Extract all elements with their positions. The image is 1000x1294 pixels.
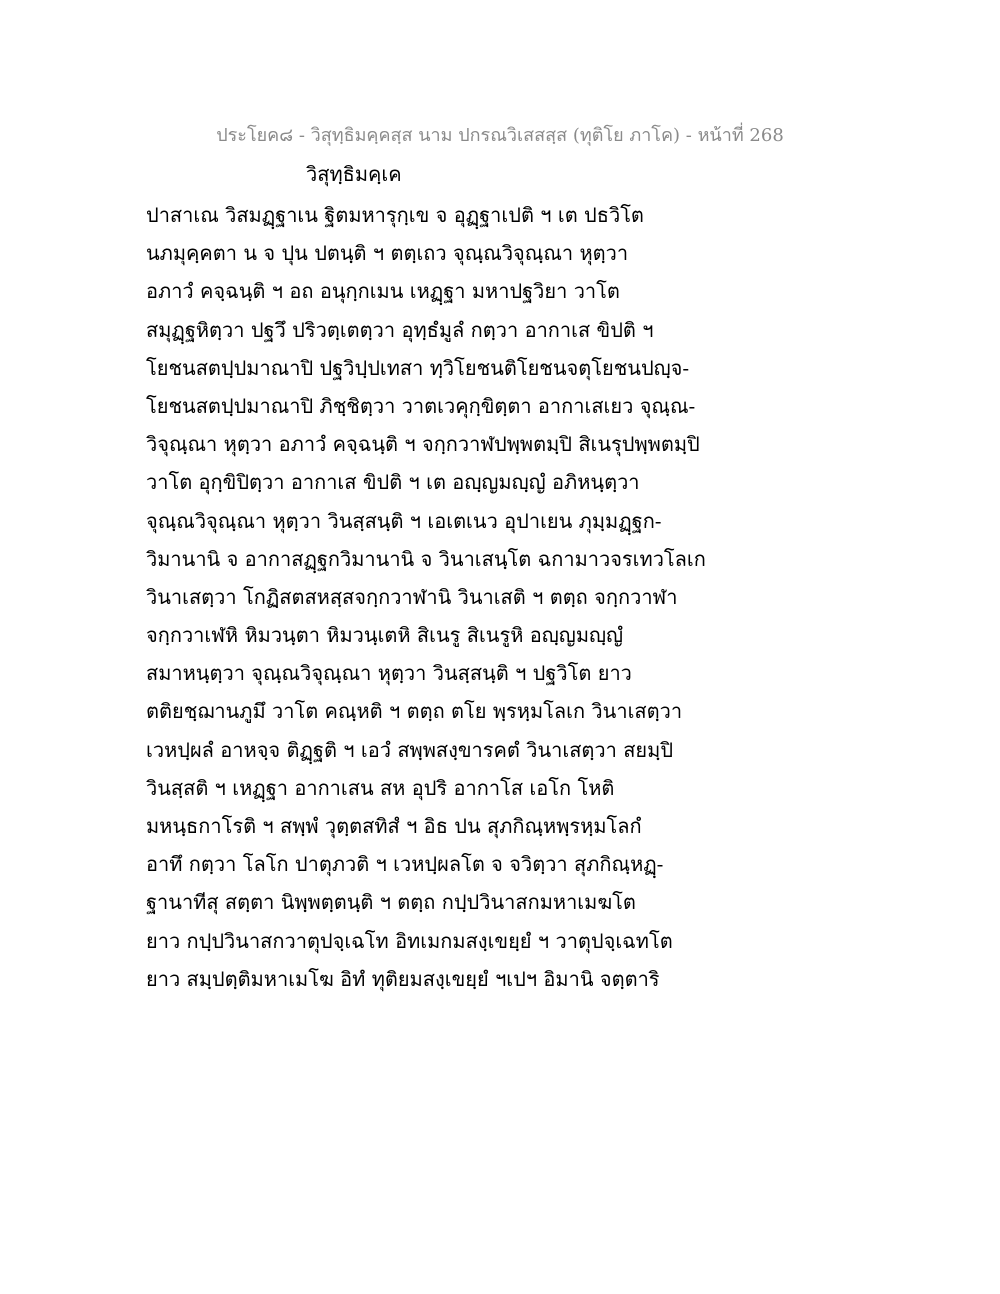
- text-line: โยชนสตปฺปมาณาปิ ปฐวิปฺปเทสา ทฺวิโยชนติโยชนจตุโยชนปญฺจ-: [146, 355, 690, 380]
- running-header: ประโยค๘ - วิสุทฺธิมคฺคสฺส นาม ปกรณวิเสสสฺส (ทุติโย ภาโค) - หน้าที่ 268: [216, 125, 784, 146]
- text-line: สมาหนฺตฺวา จุณฺณวิจุณฺณา หุตฺวา วินสฺสนฺติ ฯ ปฐวิโต ยาว: [146, 661, 632, 686]
- text-line: วินาเสตฺวา โกฏิสตสหสฺสจกฺกวาฬานิ วินาเสติ ฯ ตตฺถ จกฺกวาฬา: [146, 584, 678, 609]
- text-line: ปาสาเณ วิสมฏฺฐาเน ฐิตมหารุกฺเข จ อุฏฺฐาเปติ ฯ เต ปธวิโต: [146, 203, 644, 227]
- section-title: วิสุทฺธิมคฺเค: [306, 162, 402, 186]
- text-line: ฐานาทีสุ สตฺตา นิพฺพตฺตนฺติ ฯ ตตฺถ กปฺปวินาสกมหาเมฆโต: [146, 890, 636, 915]
- text-line: ยาว กปฺปวินาสกวาตุปจฺเฉโท อิทเมกมสงฺเขยฺยํ ฯ วาตุปจฺเฉทโต: [146, 928, 673, 953]
- text-line: อภาวํ คจฺฉนฺติ ฯ อถ อนุกฺกเมน เหฏฺฐา มหาปฐวิยา วาโต: [146, 279, 620, 304]
- text-line: นภมุคฺคตา น จ ปุน ปตนฺติ ฯ ตตฺเถว จุณฺณวิจุณฺณา หุตฺวา: [146, 241, 629, 266]
- text-line: โยชนสตปฺปมาณาปิ ภิชฺชิตฺวา วาตเวคุกฺขิตฺตา อากาเสเยว จุณฺณ-: [146, 393, 696, 418]
- text-line: ยาว สมฺปตฺติมหาเมโฆ อิทํ ทุติยมสงฺเขยฺยํ ฯเปฯ อิมานิ จตฺตาริ: [146, 966, 660, 991]
- text-line: วาโต อุกฺขิปิตฺวา อากาเส ขิปติ ฯ เต อญฺญมญฺญํ อภิหนฺตฺวา: [146, 470, 640, 495]
- text-line: มหนฺธกาโรติ ฯ สพฺพํ วุตฺตสทิสํ ฯ อิธ ปน สุภกิณฺหพฺรหฺมโลกํ: [146, 814, 642, 838]
- text-line: จกฺกวาเฬหิ หิมวนฺตา หิมวนฺเตหิ สิเนรู สิเนรูหิ อญฺญมญฺญํ: [146, 623, 624, 648]
- text-line: วินสฺสติ ฯ เหฏฺฐา อากาเสน สห อุปริ อากาโส เอโก โหติ: [146, 775, 615, 800]
- text-line: วิจุณฺณา หุตฺวา อภาวํ คจฺฉนฺติ ฯ จกฺกวาฬปพฺพตมฺปิ สิเนรุปพฺพตมฺปิ: [146, 432, 700, 457]
- text-line: ตติยชฺฌานภูมึ วาโต คณฺหติ ฯ ตตฺถ ตโย พฺรหฺมโลเก วินาเสตฺวา: [146, 699, 683, 724]
- text-line: สมุฏฺฐหิตฺวา ปฐวึ ปริวตฺเตตฺวา อุทฺธํมูลํ กตฺวา อากาเส ขิปติ ฯ: [146, 317, 654, 342]
- text-line: อาทึ กตฺวา โลโก ปาตุภวติ ฯ เวหปฺผลโต จ จวิตฺวา สุภกิณฺหฏฺ-: [146, 852, 664, 877]
- text-line: วิมานานิ จ อากาสฏฺฐกวิมานานิ จ วินาเสนฺโต ฉกามาวจรเทวโลเก: [146, 546, 706, 571]
- body-text: [146, 196, 846, 998]
- text-line: เวหปฺผลํ อาหจฺจ ติฏฺฐติ ฯ เอวํ สพฺพสงฺขารคตํ วินาเสตฺวา สยมฺปิ: [146, 737, 674, 762]
- text-line: จุณฺณวิจุณฺณา หุตฺวา วินสฺสนฺติ ฯ เอเตเนว อุปาเยน ภุมฺมฏฺฐก-: [146, 508, 662, 533]
